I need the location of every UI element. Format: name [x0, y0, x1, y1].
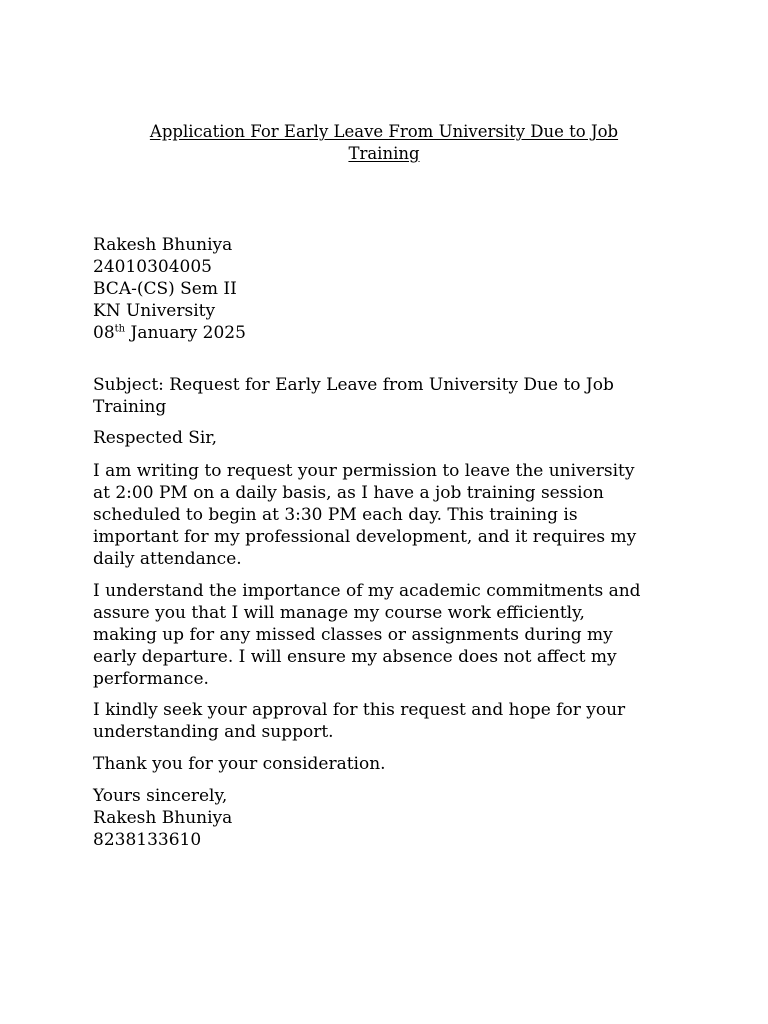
paragraph-3 [93, 699, 693, 743]
signature-phone: 8238133610 [93, 830, 202, 850]
paragraph-1 [93, 460, 693, 570]
subject-line-1 [93, 374, 693, 396]
paragraph-line: I kindly seek your approval for this request and hope for your [93, 700, 626, 720]
closing-block [93, 785, 693, 851]
sender-course: BCA-(CS) Sem II [93, 279, 237, 299]
paragraph-line: scheduled to begin at 3:30 PM each day. This training is [93, 505, 578, 525]
sender-university: KN University [93, 301, 216, 321]
subject-text: Request for Early Leave from University Due to Job [163, 375, 614, 395]
paragraph-line: early departure. I will ensure my absence does not affect my [93, 647, 617, 667]
paragraph-line: performance. [93, 669, 209, 689]
sender-block [93, 234, 693, 344]
subject-block [93, 374, 693, 418]
paragraph-2 [93, 580, 693, 690]
signature-name: Rakesh Bhuniya [93, 808, 233, 828]
salutation-text: Respected Sir, [93, 428, 217, 448]
letter-date [93, 322, 693, 344]
sender-roll-number: 24010304005 [93, 257, 212, 277]
closing-line: Yours sincerely, [93, 786, 228, 806]
paragraph-line: I am writing to request your permission to leave the university [93, 461, 635, 481]
thanks-line [93, 753, 693, 775]
paragraph-line: at 2:00 PM on a daily basis, as I have a job training session [93, 483, 604, 503]
subject-label: Subject: [93, 375, 164, 395]
paragraph-line: important for my professional development, and it requires my [93, 527, 637, 547]
paragraph-line: making up for any missed classes or assignments during my [93, 625, 613, 645]
date-month-year: January 2025 [125, 323, 246, 343]
sender-name: Rakesh Bhuniya [93, 235, 233, 255]
thanks-text: Thank you for your consideration. [93, 754, 386, 774]
paragraph-line: assure you that I will manage my course work efficiently, [93, 603, 585, 623]
document-title [100, 121, 668, 165]
title-line-2: Training [348, 144, 420, 163]
paragraph-line: understanding and support. [93, 722, 334, 742]
salutation [93, 427, 693, 449]
date-suffix: th [114, 323, 126, 335]
paragraph-line: I understand the importance of my academic commitments and [93, 581, 641, 601]
title-line-1: Application For Early Leave From University Due to Job [149, 122, 619, 141]
paragraph-line: daily attendance. [93, 549, 242, 569]
date-day: 08 [93, 323, 115, 343]
subject-line-2: Training [93, 397, 167, 417]
